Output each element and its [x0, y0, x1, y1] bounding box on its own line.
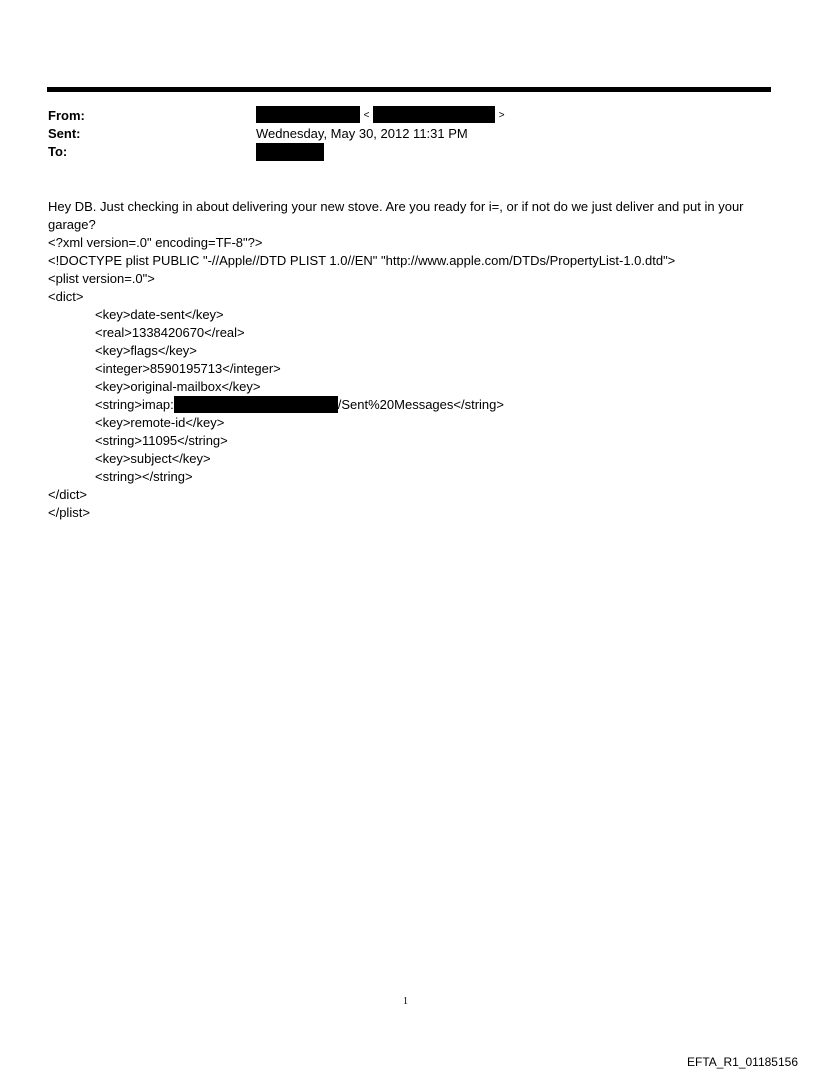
from-email-close: >: [498, 110, 505, 121]
to-value: [256, 143, 324, 161]
redaction-block: [256, 106, 360, 123]
plist-line: <!DOCTYPE plist PUBLIC "-//Apple//DTD PLIST 1.0//EN" "http://www.apple.com/DTDs/PropertyList-1.0.dtd">: [48, 253, 676, 268]
imap-suffix: /Sent%20Messages</string>: [337, 397, 504, 412]
plist-line: <?xml version=.0" encoding=TF-8"?>: [48, 235, 263, 250]
plist-line: </plist>: [48, 505, 90, 520]
header-rule: [47, 87, 771, 92]
from-email-open: <: [363, 110, 370, 121]
page-number: 1: [403, 996, 408, 1007]
plist-line: <real>1338420670</real>: [95, 325, 245, 340]
plist-line: <dict>: [48, 289, 84, 304]
bates-number: EFTA_R1_01185156: [687, 1055, 798, 1069]
email-body: [48, 198, 763, 522]
redaction-block: [256, 143, 324, 161]
imap-prefix: <string>imap:: [95, 397, 174, 412]
sent-label: Sent:: [48, 126, 81, 141]
plist-line: <key>original-mailbox</key>: [95, 379, 261, 394]
plist-line: <string></string>: [95, 469, 193, 484]
plist-line: </dict>: [48, 487, 88, 502]
to-label: To:: [48, 144, 68, 159]
plist-line: <plist version=.0">: [48, 271, 155, 286]
from-value: [256, 106, 505, 123]
plist-line: <integer>8590195713</integer>: [95, 361, 281, 376]
redaction-block: [373, 106, 495, 123]
plist-line: <key>remote-id</key>: [95, 415, 225, 430]
plist-line: <key>date-sent</key>: [95, 307, 224, 322]
plist-imap-line: [48, 396, 763, 414]
plist-line: <key>flags</key>: [95, 343, 197, 358]
message-paragraph: Hey DB. Just checking in about delivering your new stove. Are you ready for i=, or if not do we just deliver and put in your garage?: [48, 199, 744, 232]
from-label: From:: [48, 108, 85, 123]
plist-line: <string>11095</string>: [95, 433, 228, 448]
plist-line: <key>subject</key>: [95, 451, 211, 466]
sent-value: Wednesday, May 30, 2012 11:31 PM: [256, 126, 468, 141]
redaction-block: [174, 396, 338, 413]
